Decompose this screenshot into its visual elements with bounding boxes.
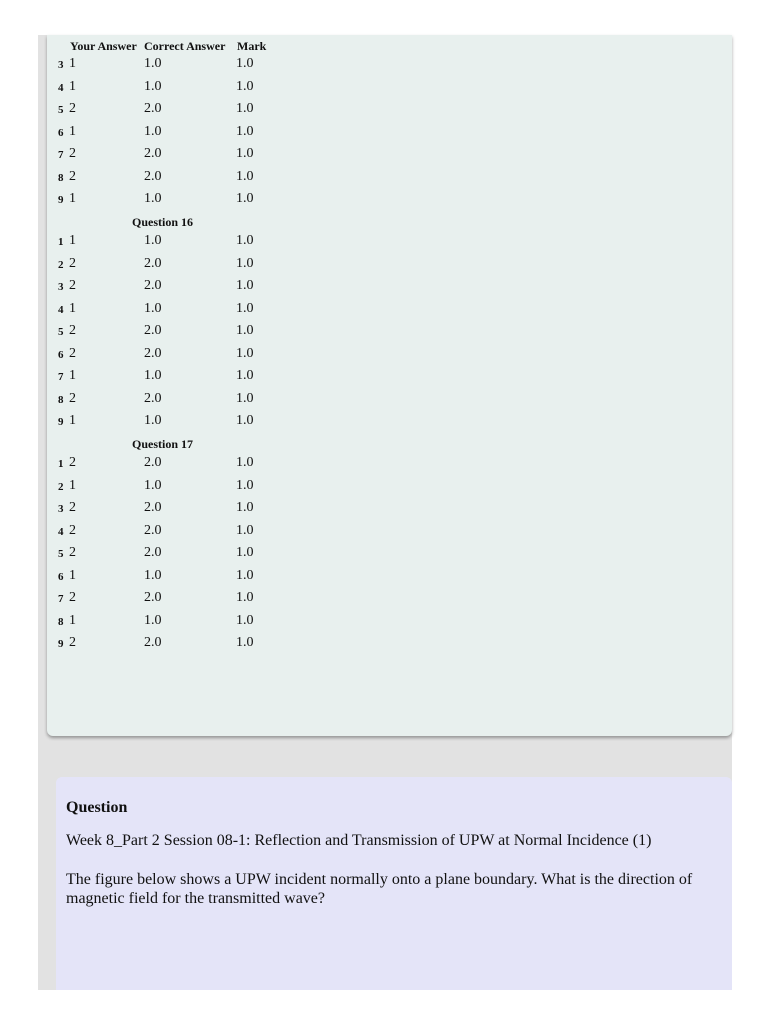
question-label: Question — [66, 799, 128, 816]
mark-cell: 1.0 — [236, 545, 254, 560]
mark-cell: 1.0 — [236, 390, 254, 406]
your-answer-cell: 1 — [69, 233, 76, 248]
your-answer-cell: 1 — [69, 191, 76, 206]
question-group-heading — [47, 213, 347, 231]
mark-cell: 1.0 — [236, 101, 254, 116]
mark-cell: 1.0 — [236, 323, 254, 338]
row-number: 8 — [58, 615, 64, 628]
row-number: 6 — [58, 126, 64, 139]
row-number: 6 — [58, 348, 64, 361]
row-number: 7 — [58, 371, 64, 383]
correct-answer-cell: 2.0 — [144, 635, 162, 650]
mark-cell: 1.0 — [236, 78, 254, 94]
your-answer-cell: 1 — [69, 300, 76, 316]
your-answer-cell: 1 — [69, 612, 76, 628]
mark-cell: 1.0 — [236, 368, 254, 383]
correct-answer-cell: 1.0 — [144, 123, 162, 139]
table-row — [47, 477, 347, 495]
header-your-answer: Your Answer — [70, 39, 137, 53]
row-number: 9 — [58, 194, 64, 206]
your-answer-cell: 1 — [69, 368, 76, 383]
row-number: 4 — [58, 525, 64, 538]
correct-answer-cell: 2.0 — [144, 101, 162, 116]
mark-cell: 1.0 — [236, 413, 254, 428]
correct-answer-cell: 1.0 — [144, 567, 162, 583]
question-group-title: Question 17 — [132, 436, 194, 451]
correct-answer-cell: 2.0 — [144, 278, 162, 293]
table-row — [47, 612, 347, 630]
mark-cell: 1.0 — [236, 477, 254, 493]
row-number: 2 — [58, 480, 64, 493]
correct-answer-cell: 1.0 — [144, 300, 162, 316]
header-mark: Mark — [237, 39, 267, 53]
your-answer-cell: 1 — [69, 477, 76, 493]
correct-answer-cell: 1.0 — [144, 612, 162, 628]
correct-answer-cell: 1.0 — [144, 56, 162, 71]
mark-cell: 1.0 — [236, 612, 254, 628]
mark-cell: 1.0 — [236, 168, 254, 184]
question-card — [56, 777, 732, 990]
row-number: 4 — [58, 303, 64, 316]
question-group-title: Question 16 — [132, 214, 194, 229]
your-answer-cell: 1 — [69, 123, 76, 139]
table-row — [47, 454, 347, 472]
your-answer-cell: 2 — [69, 522, 76, 538]
question-group-heading — [47, 435, 347, 453]
header-correct-answer: Correct Answer — [144, 39, 226, 53]
table-row — [47, 522, 347, 540]
table-row — [47, 78, 347, 96]
correct-answer-cell: 1.0 — [144, 78, 162, 94]
table-row — [47, 544, 347, 562]
correct-answer-cell: 1.0 — [144, 368, 162, 383]
table-row — [47, 168, 347, 186]
correct-answer-cell: 2.0 — [144, 545, 162, 560]
correct-answer-cell: 2.0 — [144, 255, 162, 271]
your-answer-cell: 1 — [69, 56, 76, 71]
correct-answer-cell: 2.0 — [144, 522, 162, 538]
your-answer-cell: 2 — [69, 590, 76, 605]
your-answer-cell: 2 — [69, 101, 76, 116]
mark-cell: 1.0 — [236, 567, 254, 583]
mark-cell: 1.0 — [236, 278, 254, 293]
mark-cell: 1.0 — [236, 255, 254, 271]
row-number: 9 — [58, 416, 64, 428]
mark-cell: 1.0 — [236, 56, 254, 71]
row-number: 8 — [58, 171, 64, 184]
table-row — [47, 232, 347, 250]
row-number: 1 — [58, 236, 64, 248]
correct-answer-cell: 2.0 — [144, 168, 162, 184]
table-row — [47, 300, 347, 318]
table-row — [47, 145, 347, 163]
your-answer-cell: 2 — [69, 455, 76, 470]
mark-cell: 1.0 — [236, 500, 254, 515]
table-row — [47, 634, 347, 652]
row-number: 3 — [58, 281, 64, 293]
row-number: 5 — [58, 104, 64, 116]
correct-answer-cell: 2.0 — [144, 500, 162, 515]
row-number: 7 — [58, 149, 64, 161]
row-number: 5 — [58, 548, 64, 560]
row-number: 6 — [58, 570, 64, 583]
your-answer-cell: 2 — [69, 323, 76, 338]
correct-answer-cell: 2.0 — [144, 323, 162, 338]
mark-cell: 1.0 — [236, 233, 254, 248]
correct-answer-cell: 1.0 — [144, 477, 162, 493]
your-answer-cell: 2 — [69, 345, 76, 361]
row-number: 3 — [58, 59, 64, 71]
mark-cell: 1.0 — [236, 123, 254, 139]
table-row — [47, 255, 347, 273]
correct-answer-cell: 2.0 — [144, 390, 162, 406]
question-text: The figure below shows a UPW incident normally onto a plane boundary. What is the direction of magnetic field for the transmitted wave? — [66, 871, 693, 907]
mark-cell: 1.0 — [236, 345, 254, 361]
row-number: 4 — [58, 81, 64, 94]
your-answer-cell: 1 — [69, 567, 76, 583]
row-number: 7 — [58, 593, 64, 605]
mark-cell: 1.0 — [236, 300, 254, 316]
your-answer-cell: 1 — [69, 413, 76, 428]
table-row — [47, 567, 347, 585]
table-row — [47, 390, 347, 408]
question-title: Week 8_Part 2 Session 08-1: Reflection and Transmission of UPW at Normal Incidence (1) — [66, 832, 652, 849]
answers-card — [47, 35, 732, 736]
correct-answer-cell: 1.0 — [144, 191, 162, 206]
mark-cell: 1.0 — [236, 522, 254, 538]
your-answer-cell: 2 — [69, 278, 76, 293]
table-row — [47, 190, 347, 208]
correct-answer-cell: 1.0 — [144, 233, 162, 248]
your-answer-cell: 2 — [69, 500, 76, 515]
your-answer-cell: 1 — [69, 78, 76, 94]
row-number: 8 — [58, 393, 64, 406]
table-row — [47, 499, 347, 517]
table-row — [47, 322, 347, 340]
correct-answer-cell: 2.0 — [144, 146, 162, 161]
row-number: 2 — [58, 258, 64, 271]
correct-answer-cell: 2.0 — [144, 590, 162, 605]
table-header — [47, 37, 347, 55]
your-answer-cell: 2 — [69, 168, 76, 184]
correct-answer-cell: 2.0 — [144, 345, 162, 361]
table-row — [47, 55, 347, 73]
row-number: 3 — [58, 503, 64, 515]
correct-answer-cell: 2.0 — [144, 455, 162, 470]
your-answer-cell: 2 — [69, 390, 76, 406]
your-answer-cell: 2 — [69, 255, 76, 271]
your-answer-cell: 2 — [69, 635, 76, 650]
correct-answer-cell: 1.0 — [144, 413, 162, 428]
mark-cell: 1.0 — [236, 590, 254, 605]
your-answer-cell: 2 — [69, 545, 76, 560]
mark-cell: 1.0 — [236, 191, 254, 206]
mark-cell: 1.0 — [236, 146, 254, 161]
table-row — [47, 100, 347, 118]
table-row — [47, 277, 347, 295]
table-row — [47, 412, 347, 430]
row-number: 1 — [58, 458, 64, 470]
row-number: 9 — [58, 638, 64, 650]
table-row — [47, 367, 347, 385]
row-number: 5 — [58, 326, 64, 338]
table-row — [47, 345, 347, 363]
mark-cell: 1.0 — [236, 455, 254, 470]
mark-cell: 1.0 — [236, 635, 254, 650]
your-answer-cell: 2 — [69, 146, 76, 161]
table-row — [47, 123, 347, 141]
table-row — [47, 589, 347, 607]
